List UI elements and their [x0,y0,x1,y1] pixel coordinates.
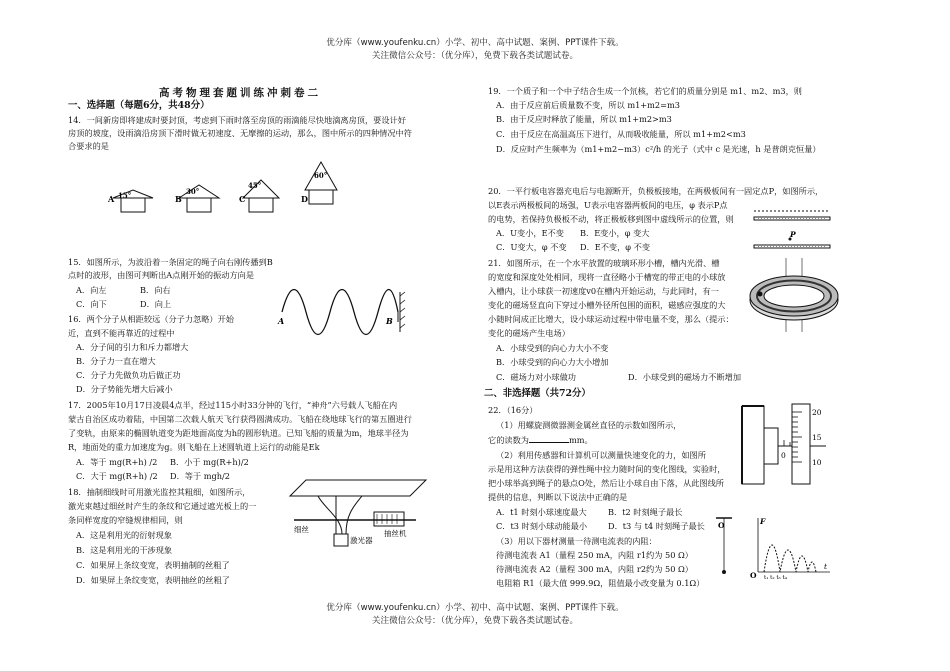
q22-part3-line3: 待测电流表 A2（量程 300 mA，内阻 r2约为 50 Ω） [496,564,693,574]
roof-d-angle: 60° [314,171,328,180]
paper-title: 高考物理套题训练冲刺卷二 [159,87,321,99]
q20-stem-2: 以E表示两极板间的场强，U表示电容器两板间的电压，φ 表示P点 [488,200,728,210]
q22-option-d: D．t3 与 t4 时刻绳子最长 [608,521,705,531]
q20-option-a: A．U变小，E不变 [496,228,564,238]
q17-option-c: C．大于 mg(R+h) /2 [76,471,158,481]
footer-line-2: 关注微信公众号：（优分库），免费下载各类试题试卷。 [371,616,579,626]
q18-stem-2: 激光束越过细丝时产生的条纹和它通过遮光板上的一 [68,501,257,511]
roof-b-letter: B [175,194,182,204]
q22-part3-line1: （3）用以下器材测量一待测电流表的内阻： [496,536,657,546]
q16-option-c: C．分子力先做负功后做正功 [76,370,181,380]
roof-c-angle: 45° [248,181,262,190]
page-header [0,37,950,63]
q19-option-a: A．由于反应前后质量数不变，所以 m1+m2=m3 [496,100,680,110]
section-1-heading: 一、选择题（每题6分，共48分） [68,100,210,111]
q21-stem-3: 入槽内，让小球获一初速度v0在槽内开始运动，与此同时，有一 [488,286,719,296]
graph-label-t: t [824,562,828,571]
q18-option-c: C．如果屏上条纹变宽，表明抽制的丝粗了 [76,560,230,570]
laser-label-laser: 激光器 [350,536,373,545]
laser-label-filament: 细丝 [294,525,309,534]
page-footer [0,602,950,628]
q19-option-b: B．由于反应时释放了能量，所以 m1+m2>m3 [496,114,672,124]
header-line-2: 关注微信公众号：（优分库），免费下载各类试题试卷。 [371,51,579,61]
micrometer-tick-10: 10 [812,458,822,467]
roof-b-figure [175,185,219,212]
q15-option-a: A．向左 [76,285,107,295]
q21-stem-5: 小随时间成正比增大，设小球运动过程中带电量不变，那么（提示： [488,314,734,324]
q16-option-b: B．分子力一直在增大 [76,356,156,366]
q21-ring-figure [746,256,841,334]
q22-reading-prompt: 它的读数为 [488,435,529,445]
capacitor-point-p: P [790,230,796,239]
wave-label-a: A [278,316,285,326]
q19-option-c: C．由于反应在高温高压下进行，从而吸收能量，所以 m1+m2<m3 [496,129,746,139]
q18-laser-figure [284,478,434,548]
q22-header: 22．（16分） [488,405,538,415]
q21-stem-1: 21．如图所示，在一个水平放置的玻璃环形小槽，槽内光滑、槽 [488,258,720,268]
q22-part3-line4: 电阻箱 R1（最大值 999.9Ω，阻值最小改变量为 0.1Ω） [496,578,705,588]
q15-option-b: B．向右 [140,285,171,295]
q14-roof-figure [105,158,355,218]
q17-option-b: B．小于 mg(R+h)/2 [170,457,249,467]
q19-stem: 19．一个质子和一个中子结合生成一个氘核，若它们的质量分别是 m1、m2、m3，则 [488,86,802,96]
roof-a-angle: 15° [118,191,132,200]
q20-option-c: C．U变大，φ 不变 [496,242,567,252]
q21-option-d: D．小球受到的磁场力不断增加 [628,372,742,382]
q21-stem-6: 变化的磁场产生电场） [488,328,570,338]
q16-stem-2: 近，直到不能再靠近的过程中 [68,328,175,338]
graph-label-o-pendulum: O [718,521,725,530]
q17-option-a: A．等于 mg(R+h) /2 [76,457,158,467]
q22-part3-line2: 待测电流表 A1（量程 250 mA，内阻 r1约为 50 Ω） [496,550,693,560]
q16-stem-1: 16．两个分子从相距较远（分子力忽略）开始 [68,314,234,324]
micrometer-zero: 0 [781,451,786,460]
q22-part2-line2: 示是用这种方法获得的弹性绳中拉力随时间的变化图线，实验时， [488,464,726,474]
wave-label-b: B [386,316,393,326]
q22-part2-line3: 把小球举高到绳子的悬点O处，然后让小球自由下落，从此图线所 [488,478,724,488]
micrometer-tick-20: 20 [812,408,822,417]
q18-stem-1: 18．抽制细线时可用激光监控其粗细，如图所示， [68,487,251,497]
q22-part1-line1: （1）用螺旋测微器测金属丝直径的示数如图所示， [496,420,682,430]
q17-stem-3: 了变轨，由原来的椭圆轨道变为距地面高度为h的圆形轨道。已知飞船的质量为m，地球半径为 [68,428,409,438]
laser-label-machine: 抽丝机 [384,529,407,538]
q20-option-b: B．E变小，φ 变大 [580,228,650,238]
q21-option-a: A．小球受到的向心力大小不变 [496,343,609,353]
q14-stem-1: 14．一间新房即将建成时要封顶，考虑到下雨时落至房顶的雨滴能尽快地滴离房顶，要设计好 [68,115,406,125]
q22-part1-line2 [488,434,593,446]
section-2-heading: 二、非选择题（共72分） [484,388,591,399]
q18-stem-3: 条同样宽度的窄缝规律相同，则 [68,515,183,525]
q18-option-d: D．如果屏上条纹变宽，表明抽丝的丝粗了 [76,575,230,585]
q17-stem-2: 蒙古自治区成功着陆，中国第二次载人航天飞行获得圆满成功。飞船在绕地球飞行的第五圈进行 [68,414,412,424]
q17-stem-1: 17．2005年10月17日凌晨4点半，经过115小时33分钟的飞行，“神舟”六号载人飞船在内 [68,400,398,410]
q15-stem-2: 点时的波形，由图可判断出A点刚开始的振动方向是 [68,270,255,280]
graph-time-ticks: t₁ t₂ t₃ t₄ [764,575,787,580]
q14-stem-2: 房顶的坡度，设雨滴沿房顶下滑时做无初速度、无摩擦的运动，那么，图中所示的四种情况中符 [68,128,412,138]
roof-a-letter: A [108,194,115,204]
roof-b-angle: 30° [186,187,200,196]
q17-stem-4: R，地面处的重力加速度为g。则飞船在上述圆轨道上运行的动能是Ek [68,442,320,452]
q15-stem-1: 15．如图所示，为波沿着一条固定的绳子向右刚传播到B [68,257,273,267]
q21-option-c: C．磁场力对小球做功 [496,372,576,382]
roof-c-letter: C [239,194,246,204]
q22-part2-line1: （2）利用传感器和计算机可以测量快速变化的力，如图所 [496,450,706,460]
q22-option-c: C．t3 时刻小球动能最小 [496,521,588,531]
roof-a-figure [107,190,153,212]
micrometer-tick-15: 15 [812,433,822,442]
q20-stem-1: 20．一平行板电容器充电后与电源断开，负极板接地，在两极板间有一固定点P，如图所示， [488,186,824,196]
q17-option-d: D．等于 mgh/2 [170,471,230,481]
footer-line-1: 优分库（www.youfenku.cn）小学、初中、高中试题、案例、PPT课件下载。 [326,603,624,613]
q21-option-b: B．小球受到的向心力大小增加 [496,357,609,367]
q20-option-d: D．E不变，φ 不变 [580,242,651,252]
q22-option-b: B．t2 时刻绳子最长 [608,507,683,517]
q15-option-d: D．向上 [140,299,172,309]
graph-label-f: F [760,517,766,526]
q21-stem-4: 变化的磁场竖直向下穿过小槽外径所包围的面积，磁感应强度的大 [488,300,726,310]
q22-option-a: A．t1 时刻小球速度最大 [496,507,587,517]
roof-d-letter: D [301,194,308,204]
q22-part2-line4: 提供的信息，判断以下说法中正确的是 [488,492,628,502]
q20-stem-3: 的电势，若保持负极板不动，将正极板移到图中虚线所示的位置，则 [488,214,734,224]
q16-option-d: D．分子势能先增大后减小 [76,384,173,394]
q19-option-d: D．反应时产生频率为（m1+m2−m3）c²/h 的光子（式中 c 是光速，h 是普朗克恒量） [496,144,821,154]
q18-option-a: A．这是利用光的衍射现象 [76,530,172,540]
q22-reading-unit: mm。 [568,435,593,445]
q15-wave-figure [276,282,411,342]
q16-option-a: A．分子间的引力和斥力都增大 [76,342,189,352]
q15-option-c: C．向下 [76,299,107,309]
roof-d-figure [301,162,337,204]
q22-micrometer-figure [740,400,832,488]
q21-stem-2: 的宽度和深度处处相同，现将一直径略小于槽宽的带正电的小球放 [488,272,726,282]
header-line-1: 优分库（www.youfenku.cn）小学、初中、高中试题、案例、PPT课件下载。 [326,38,624,48]
graph-label-o-axis: O [750,571,757,580]
q20-capacitor-figure [750,205,835,260]
q14-stem-3: 合要求的是 [68,141,109,151]
q22-force-graph-figure [714,514,834,580]
roof-c-figure [239,180,279,212]
q18-option-b: B．这是利用光的干涉现象 [76,545,173,555]
q22-answer-blank[interactable] [529,434,569,443]
